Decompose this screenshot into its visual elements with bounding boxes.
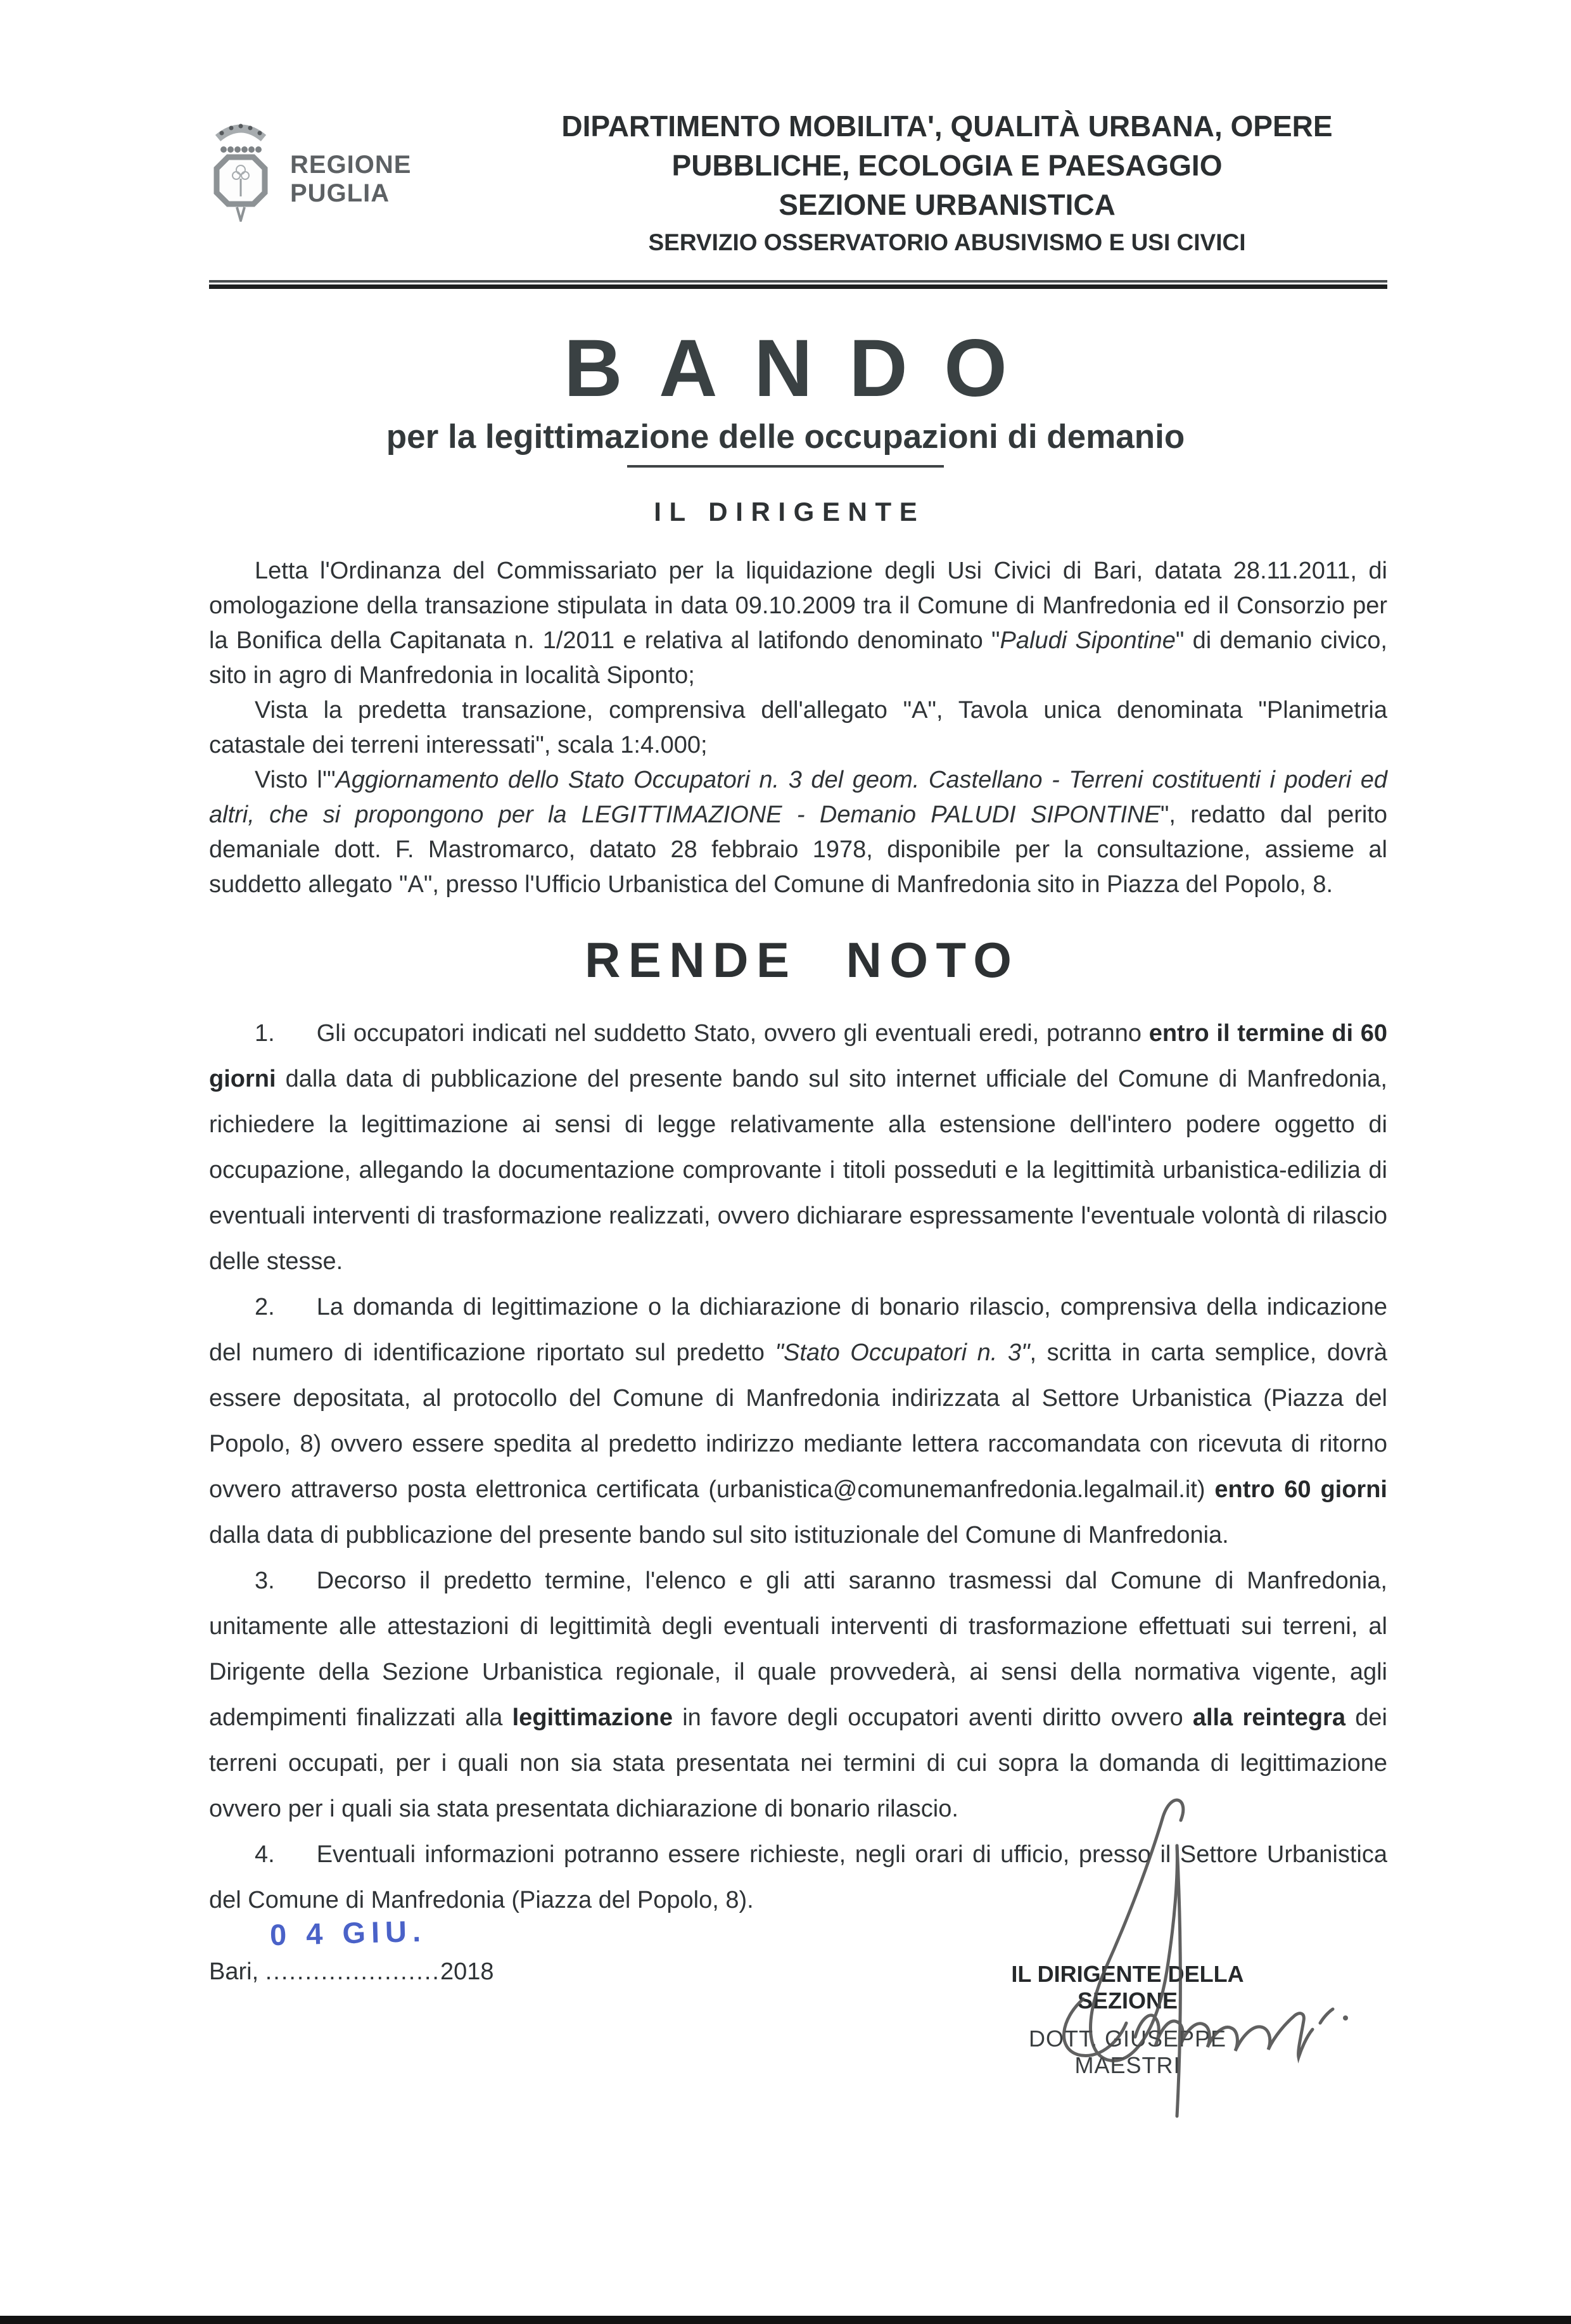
notice-items	[209, 1011, 1387, 1923]
scan-edge-artifact	[0, 2316, 1571, 2324]
document-body	[209, 554, 1387, 2138]
notice-item-3: 3. Decorso il predetto termine, l'elenco e gli atti saranno trasmessi dal Comune di Manfredonia, unitamente alle attestazioni di legittimità degli eventuali interventi di trasformazione effettuati sui terreni, al Dirigente della Sezione Urbanistica regionale, il quale provvederà, ai sensi della normativa vigente, agli adempimenti finalizzati alla legittimazione in favore degli occupatori aventi diritto ovvero alla reintegra dei terreni occupati, per i quali non sia stata presentata nei termini di cui sopra la domanda di legittimazione ovvero per i quali sia stata presentata dichiarazione di bonario rilascio.	[209, 1567, 1387, 1822]
date-stamp: 0 4 GIU.	[269, 1913, 427, 1952]
department-line-2: PUBBLICHE, ECOLOGIA E PAESAGGIO	[671, 149, 1223, 182]
place-label: Bari,	[209, 1958, 259, 1985]
logo-line-puglia: PUGLIA	[290, 179, 390, 207]
logo-line-regione: REGIONE	[290, 151, 412, 179]
document-page	[0, 101, 1571, 2324]
notice-item-4: 4. Eventuali informazioni potranno essere richieste, negli orari di ufficio, presso il Settore Urbanistica del Comune di Manfredonia (Piazza del Popolo, 8).	[209, 1841, 1387, 1913]
preamble	[209, 554, 1387, 902]
role-heading: IL DIRIGENTE	[654, 497, 925, 527]
section-line: SEZIONE URBANISTICA	[779, 188, 1116, 221]
service-line: SERVIZIO OSSERVATORIO ABUSIVISMO E USI CIVICI	[648, 229, 1246, 255]
document-subtitle: per la legittimazione delle occupazioni di demanio	[386, 418, 1185, 456]
preamble-paragraph-2: Vista la predetta transazione, comprensiva dell'allegato "A", Tavola unica denominata "Planimetria catastale dei terreni interessati", scala 1:4.000;	[209, 697, 1387, 758]
notice-item-1: 1. Gli occupatori indicati nel suddetto Stato, ovvero gli eventuali eredi, potranno entro il termine di 60 giorni dalla data di pubblicazione del presente bando sul sito internet ufficiale del Comune di Manfredonia, richiedere la legittimazione ai sensi di legge relativamente alla estensione dell'intero podere oggetto di occupazione, allegando la documentazione comprovante i titoli posseduti e la legittimità urbanistica-edilizia di eventuali interventi di trasformazione realizzati, ovvero dichiarare espressamente l'eventuale volontà di rilascio delle stesse.	[209, 1020, 1387, 1275]
preamble-paragraph-3: Visto l'"Aggiornamento dello Stato Occupatori n. 3 del geom. Castellano - Terreni costituenti i poderi ed altri, che si propongono per la LEGITTIMAZIONE - Demanio PALUDI SIPONTINE", redatto dal perito demaniale dott. F. Mastromarco, datato 28 febbraio 1978, disponibile per la consultazione, assieme al suddetto allegato "A", presso l'Ufficio Urbanistica del Comune di Manfredonia sito in Piazza del Popolo, 8.	[209, 767, 1387, 898]
signature-block	[991, 1961, 1264, 2079]
item-number-1: 1.	[255, 1020, 275, 1047]
item-number-2: 2.	[255, 1294, 275, 1320]
department-line-1: DIPARTIMENTO MOBILITA', QUALITÀ URBANA, OPERE	[561, 110, 1333, 143]
notice-item-2: 2. La domanda di legittimazione o la dichiarazione di bonario rilascio, comprensiva della indicazione del numero di identificazione riportato sul predetto "Stato Occupatori n. 3", scritta in carta semplice, dovrà essere depositata, al protocollo del Comune di Manfredonia indirizzata al Settore Urbanistica (Piazza del Popolo, 8) ovvero essere spedita al predetto indirizzo mediante lettera raccomandata con ricevuta di ritorno ovvero attraverso posta elettronica certificata (urbanistica@comunemanfredonia.legalmail.it) entro 60 giorni dalla data di pubblicazione del presente bando sul sito istituzionale del Comune di Manfredonia.	[209, 1294, 1387, 1548]
place-date-line	[209, 1958, 494, 1986]
year-label: 2018	[440, 1958, 494, 1985]
department-heading	[507, 101, 1387, 261]
signatory-title: IL DIRIGENTE DELLA SEZIONE	[1011, 1961, 1244, 2014]
item-number-4: 4.	[255, 1841, 275, 1868]
header-divider	[209, 280, 1387, 289]
letterhead	[209, 101, 1387, 261]
preamble-paragraph-1: Letta l'Ordinanza del Commissariato per la liquidazione degli Usi Civici di Bari, datata 28.11.2011, di omologazione della transazione stipulata in data 09.10.2009 tra il Comune di Manfredonia ed il Consorzio per la Bonifica della Capitanata n. 1/2011 e relativa al latifondo denominato "Paludi Sipontine" di demanio civico, sito in agro di Manfredonia in località Siponto;	[209, 558, 1387, 689]
date-dotted-line: ......................	[265, 1958, 440, 1985]
regione-puglia-emblem-icon	[209, 114, 272, 222]
signature-area	[209, 1913, 1387, 2138]
regione-puglia-logo	[209, 101, 507, 261]
signatory-name: DOTT. GIUSEPPE MAESTRI	[1028, 2026, 1227, 2078]
notice-heading: RENDE NOTO	[585, 932, 1020, 988]
item-number-3: 3.	[255, 1567, 275, 1594]
regione-puglia-wordmark	[290, 151, 411, 208]
subtitle-divider	[627, 465, 944, 468]
document-title: BANDO	[564, 323, 1044, 414]
